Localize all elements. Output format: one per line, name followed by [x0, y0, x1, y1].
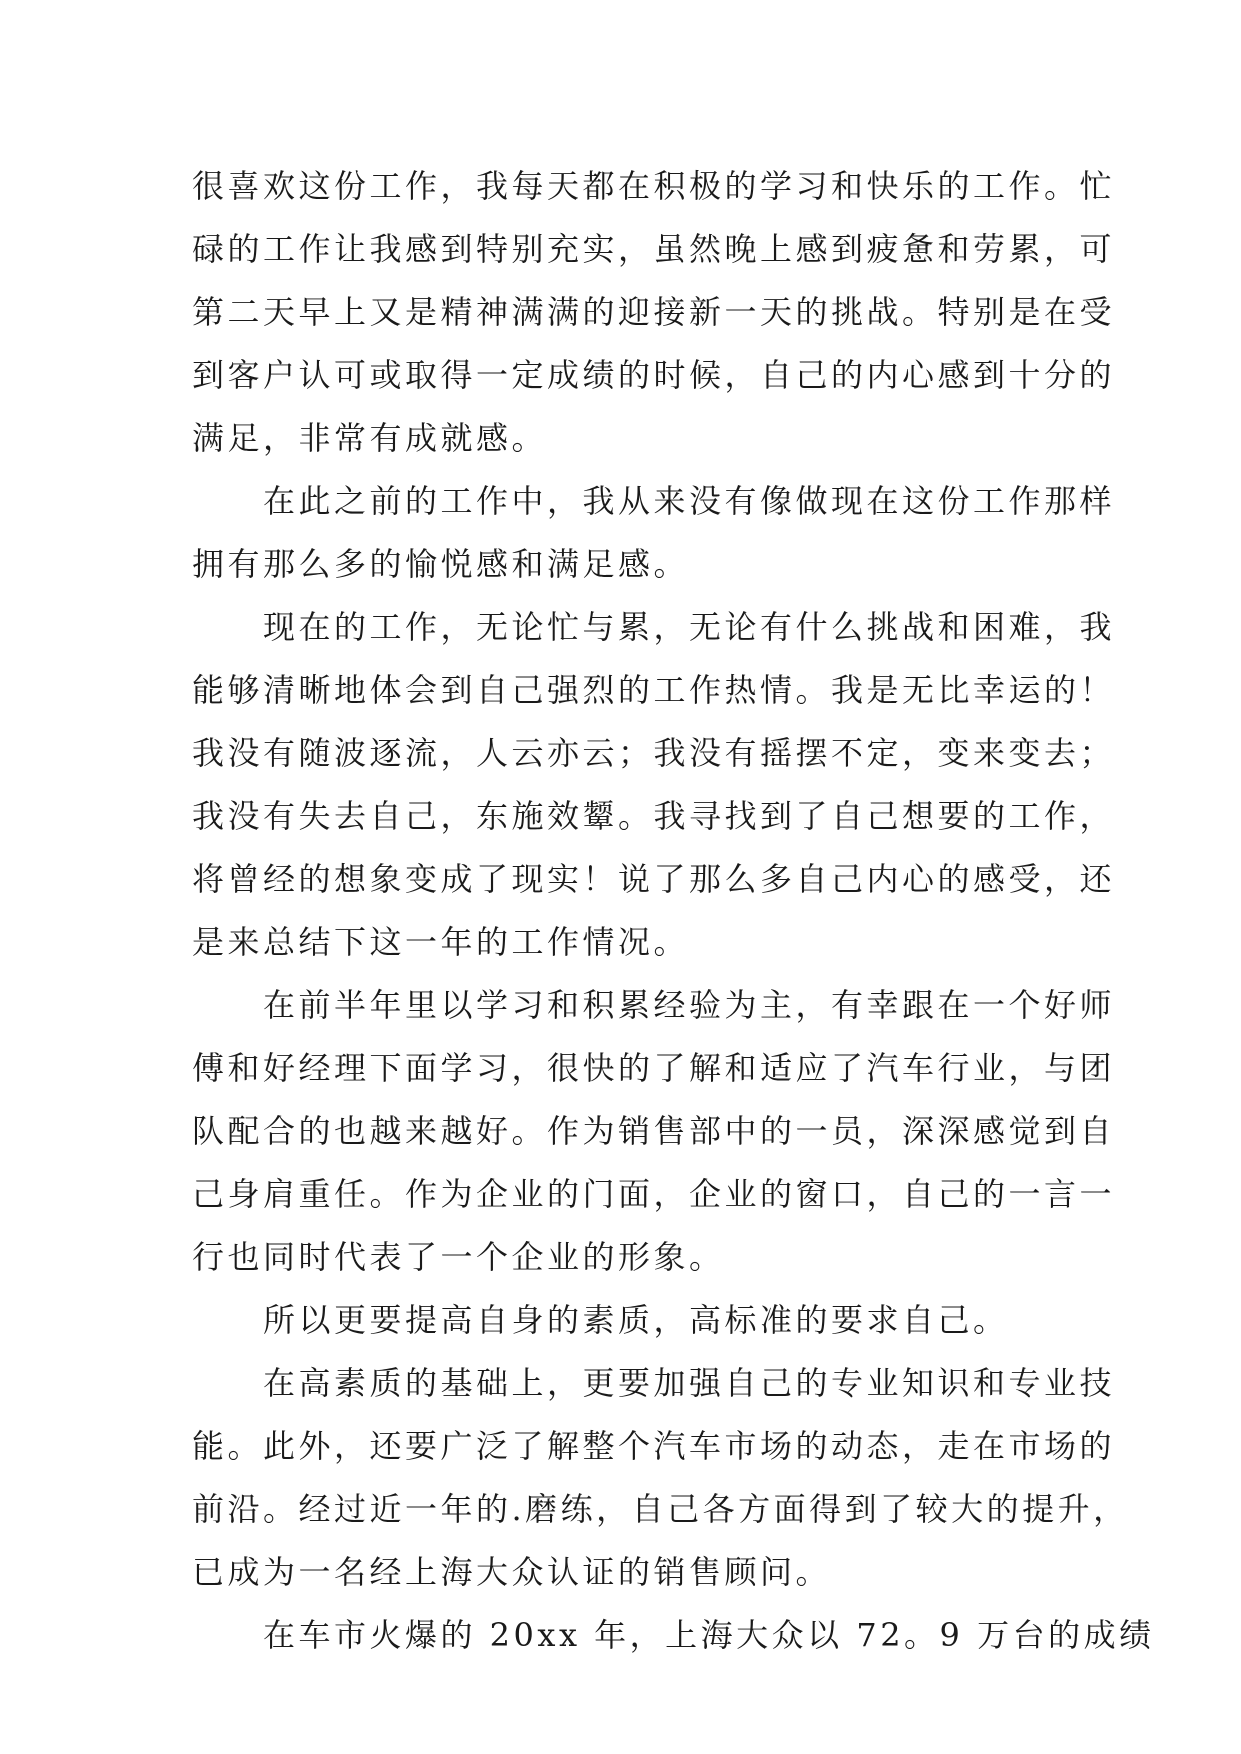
text-line: 已成为一名经上海大众认证的销售顾问。	[192, 1553, 832, 1591]
text-line: 前沿。经过近一年的.磨练，自己各方面得到了较大的提升，	[192, 1490, 1129, 1528]
text-line: 第二天早上又是精神满满的迎接新一天的挑战。特别是在受	[192, 293, 1116, 331]
text-line: 在高素质的基础上，更要加强自己的专业知识和专业技	[192, 1364, 1116, 1402]
text-line: 碌的工作让我感到特别充实，虽然晚上感到疲惫和劳累，可	[192, 230, 1116, 268]
text-line: 在车市火爆的 20xx 年，上海大众以 72。9 万台的成绩	[192, 1616, 1155, 1654]
text-line: 我没有随波逐流，人云亦云；我没有摇摆不定，变来变去；	[192, 734, 1116, 772]
text-line: 拥有那么多的愉悦感和满足感。	[192, 545, 690, 583]
text-line: 现在的工作，无论忙与累，无论有什么挑战和困难，我	[192, 608, 1116, 646]
text-line: 我没有失去自己，东施效颦。我寻找到了自己想要的工作，	[192, 797, 1116, 835]
text-line: 所以更要提高自身的素质，高标准的要求自己。	[192, 1301, 1009, 1339]
text-line: 能够清晰地体会到自己强烈的工作热情。我是无比幸运的！	[192, 671, 1116, 709]
text-line: 队配合的也越来越好。作为销售部中的一员，深深感觉到自	[192, 1112, 1116, 1150]
text-line: 到客户认可或取得一定成绩的时候，自己的内心感到十分的	[192, 356, 1116, 394]
text-line: 能。此外，还要广泛了解整个汽车市场的动态，走在市场的	[192, 1427, 1116, 1465]
text-line: 己身肩重任。作为企业的门面，企业的窗口，自己的一言一	[192, 1175, 1116, 1213]
text-line: 在前半年里以学习和积累经验为主，有幸跟在一个好师	[192, 986, 1116, 1024]
text-line: 行也同时代表了一个企业的形象。	[192, 1238, 725, 1276]
document-body	[192, 155, 1155, 1667]
text-line: 在此之前的工作中，我从来没有像做现在这份工作那样	[192, 482, 1116, 520]
text-line: 满足，非常有成就感。	[192, 419, 548, 457]
text-line: 傅和好经理下面学习，很快的了解和适应了汽车行业，与团	[192, 1049, 1116, 1087]
text-line: 很喜欢这份工作，我每天都在积极的学习和快乐的工作。忙	[192, 167, 1116, 205]
text-line: 是来总结下这一年的工作情况。	[192, 923, 690, 961]
text-line: 将曾经的想象变成了现实！说了那么多自己内心的感受，还	[192, 860, 1116, 898]
